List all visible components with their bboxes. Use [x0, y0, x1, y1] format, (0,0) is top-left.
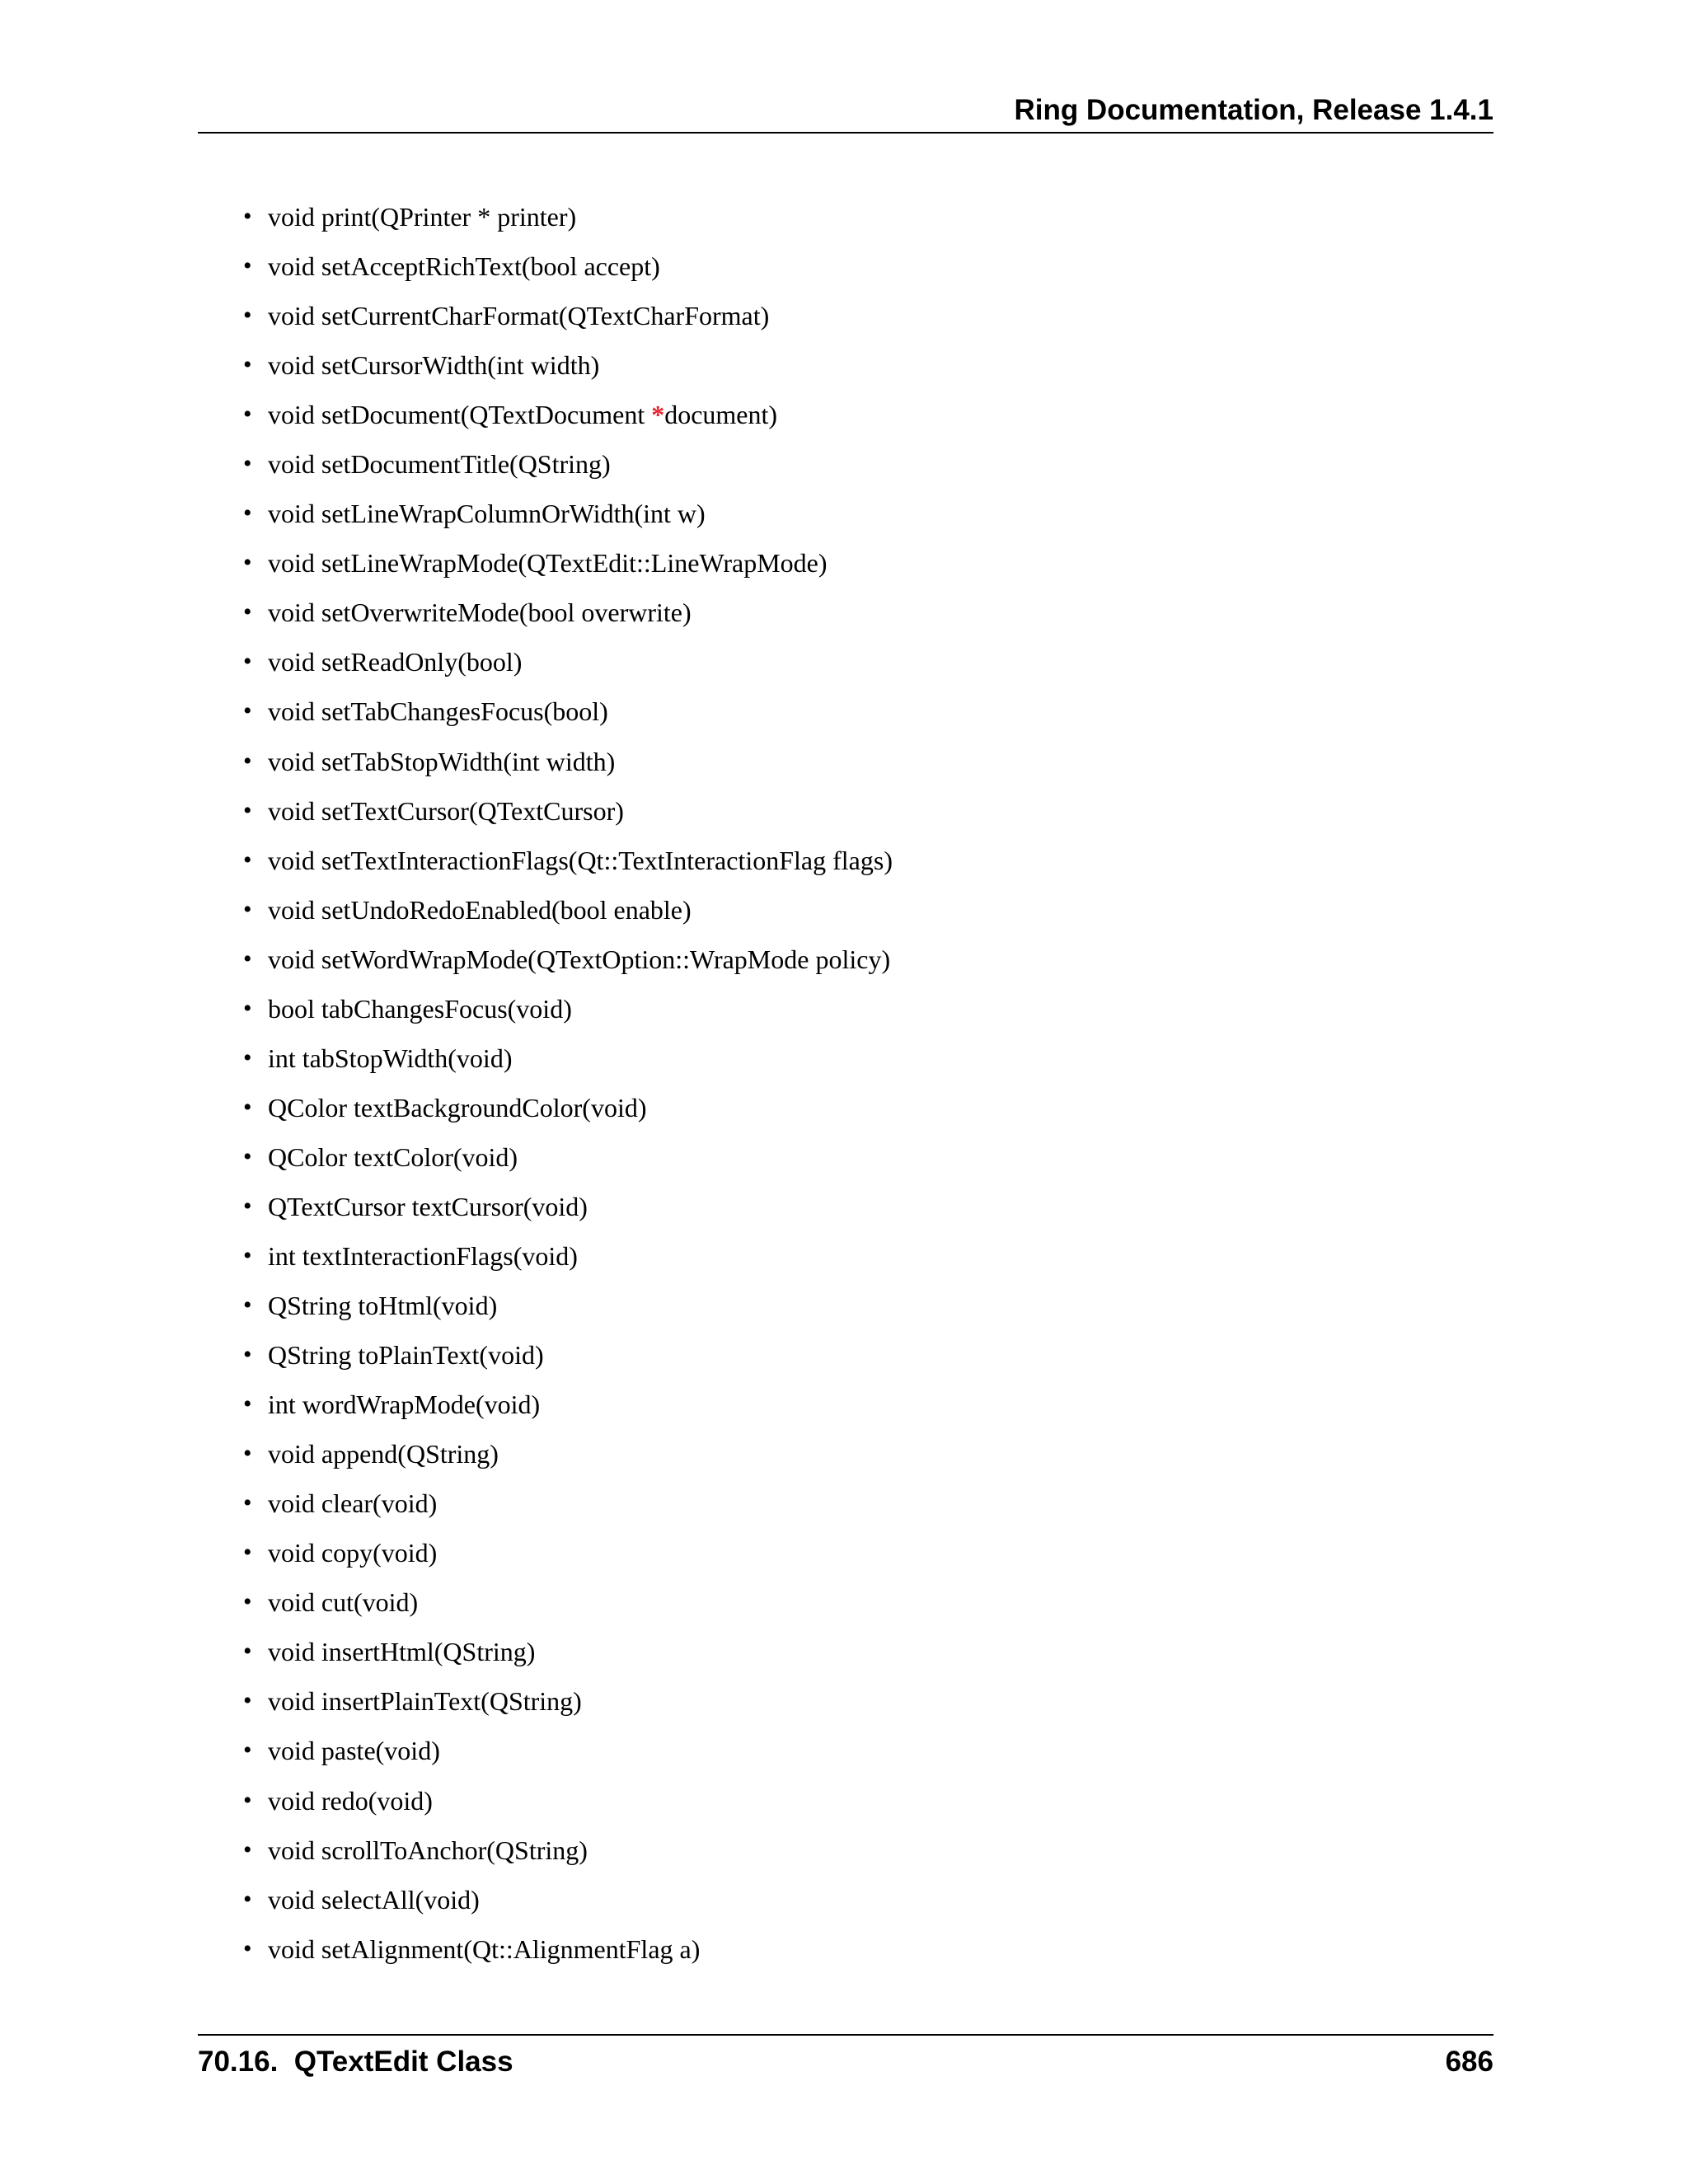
bullet-icon: • — [243, 1638, 252, 1666]
list-item — [242, 1629, 893, 1679]
bullet-icon: • — [243, 1093, 252, 1121]
bullet-icon: • — [243, 747, 252, 775]
list-item — [242, 640, 893, 689]
bullet-icon: • — [243, 1390, 252, 1418]
bullet-icon: • — [243, 549, 252, 577]
method-signature: void paste(void) — [268, 1736, 440, 1766]
method-signature: QTextCursor textCursor(void) — [268, 1191, 588, 1221]
method-signature: void insertHtml(QString) — [268, 1637, 536, 1667]
list-item — [242, 1382, 893, 1432]
list-item — [242, 1580, 893, 1629]
bullet-icon: • — [243, 1588, 252, 1616]
bullet-icon: • — [243, 1341, 252, 1369]
list-item — [242, 987, 893, 1036]
method-signature: QString toHtml(void) — [268, 1291, 498, 1321]
bullet-icon: • — [243, 351, 252, 379]
list-item — [242, 838, 893, 888]
list-item — [242, 937, 893, 987]
list-item — [242, 1877, 893, 1927]
bullet-icon: • — [243, 598, 252, 626]
list-item — [242, 1779, 893, 1828]
list-item — [242, 293, 893, 343]
method-signature: void setAlignment(Qt::AlignmentFlag a) — [268, 1933, 701, 1964]
bullet-icon: • — [243, 944, 252, 972]
bullet-icon: • — [243, 1687, 252, 1715]
method-signature: QString toPlainText(void) — [268, 1340, 544, 1371]
bullet-icon: • — [243, 1241, 252, 1269]
list-item — [242, 1530, 893, 1580]
list-item — [242, 1927, 893, 1976]
method-signature: void cut(void) — [268, 1587, 419, 1618]
list-item — [242, 194, 893, 244]
bullet-icon: • — [243, 1291, 252, 1319]
list-item — [242, 491, 893, 541]
method-signature: QColor textBackgroundColor(void) — [268, 1092, 647, 1122]
bullet-icon: • — [243, 1192, 252, 1220]
method-signature-start: void setDocument(QTextDocument — [268, 400, 652, 430]
bullet-icon: • — [243, 796, 252, 824]
method-signature: void setTabChangesFocus(bool) — [268, 696, 608, 727]
bullet-icon: • — [243, 994, 252, 1022]
list-item — [242, 1085, 893, 1135]
list-item — [242, 392, 893, 442]
list-item — [242, 541, 893, 590]
method-signature: QColor textColor(void) — [268, 1141, 518, 1172]
method-list — [242, 194, 893, 1976]
method-signature: void scrollToAnchor(QString) — [268, 1835, 588, 1865]
bullet-icon: • — [243, 1142, 252, 1170]
method-signature-end: document) — [664, 400, 778, 430]
list-item — [242, 1333, 893, 1382]
method-signature: void selectAll(void) — [268, 1884, 480, 1915]
method-signature: int tabStopWidth(void) — [268, 1043, 513, 1073]
bullet-icon: • — [243, 1440, 252, 1468]
list-item — [242, 739, 893, 789]
list-item — [242, 590, 893, 640]
page-header — [198, 89, 1493, 134]
bullet-icon: • — [243, 302, 252, 330]
method-signature: void setWordWrapMode(QTextOption::WrapMode policy) — [268, 944, 891, 974]
bullet-icon: • — [243, 401, 252, 429]
bullet-icon: • — [243, 1885, 252, 1913]
bullet-icon: • — [243, 1934, 252, 1962]
method-signature: void setReadOnly(bool) — [268, 647, 523, 677]
method-signature: void setAcceptRichText(bool accept) — [268, 251, 660, 282]
section-title: 70.16. QTextEdit Class — [198, 2046, 513, 2078]
list-item — [242, 244, 893, 293]
method-signature: void setCurrentCharFormat(QTextCharFormat) — [268, 301, 770, 331]
method-signature: bool tabChangesFocus(void) — [268, 993, 572, 1024]
list-item — [242, 1432, 893, 1481]
list-item — [242, 689, 893, 738]
page-footer — [198, 2034, 1493, 2078]
bullet-icon: • — [243, 648, 252, 676]
method-signature: void setTextCursor(QTextCursor) — [268, 795, 624, 826]
method-signature: void setTabStopWidth(int width) — [268, 746, 616, 776]
page-number: 686 — [1445, 2046, 1493, 2078]
method-signature: void redo(void) — [268, 1785, 433, 1816]
bullet-icon: • — [243, 450, 252, 478]
bullet-icon: • — [243, 895, 252, 923]
bullet-icon: • — [243, 1835, 252, 1863]
method-signature: int textInteractionFlags(void) — [268, 1240, 578, 1271]
method-signature: void setCursorWidth(int width) — [268, 350, 600, 381]
method-signature: void setTextInteractionFlags(Qt::TextInteractionFlag flags) — [268, 845, 893, 875]
list-item — [242, 1036, 893, 1085]
bullet-icon: • — [243, 697, 252, 725]
document-title: Ring Documentation, Release 1.4.1 — [1014, 94, 1493, 126]
list-item — [242, 1283, 893, 1333]
method-signature: void setUndoRedoEnabled(bool enable) — [268, 894, 692, 925]
method-signature: void setLineWrapMode(QTextEdit::LineWrapMode) — [268, 548, 828, 579]
list-item — [242, 442, 893, 491]
bullet-icon: • — [243, 1539, 252, 1567]
list-item — [242, 789, 893, 838]
method-signature: int wordWrapMode(void) — [268, 1390, 541, 1420]
pointer-star-mark: * — [651, 400, 665, 430]
list-item — [242, 1184, 893, 1234]
list-item — [242, 343, 893, 392]
method-signature: void insertPlainText(QString) — [268, 1686, 582, 1717]
method-signature: void clear(void) — [268, 1488, 438, 1519]
method-signature: void print(QPrinter * printer) — [268, 202, 577, 232]
bullet-icon: • — [243, 1043, 252, 1071]
method-signature: void copy(void) — [268, 1538, 438, 1568]
bullet-icon: • — [243, 846, 252, 874]
list-item — [242, 888, 893, 937]
bullet-icon: • — [243, 1786, 252, 1814]
list-item — [242, 1234, 893, 1283]
list-item — [242, 1481, 893, 1530]
list-item — [242, 1679, 893, 1728]
method-signature: void setOverwriteMode(bool overwrite) — [268, 598, 692, 628]
bullet-icon: • — [243, 1489, 252, 1517]
bullet-icon: • — [243, 252, 252, 280]
list-item — [242, 1728, 893, 1778]
bullet-icon: • — [243, 1736, 252, 1765]
list-item — [242, 1135, 893, 1184]
bullet-icon: • — [243, 499, 252, 527]
method-signature: void setDocumentTitle(QString) — [268, 449, 611, 480]
method-signature: void append(QString) — [268, 1439, 499, 1469]
list-item — [242, 1828, 893, 1877]
method-signature: void setLineWrapColumnOrWidth(int w) — [268, 499, 706, 529]
bullet-icon: • — [243, 203, 252, 230]
